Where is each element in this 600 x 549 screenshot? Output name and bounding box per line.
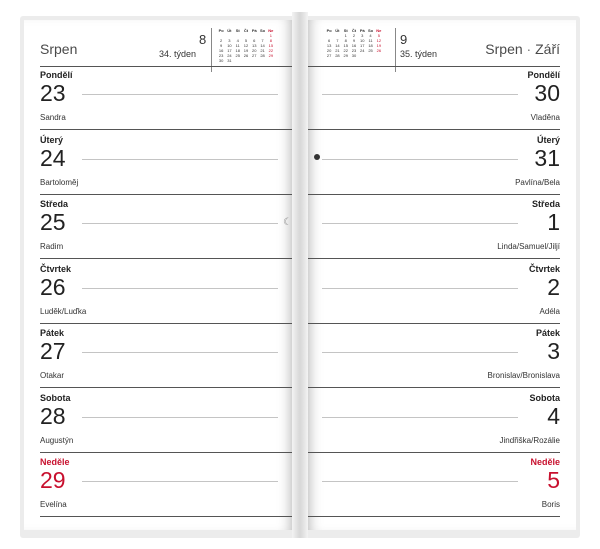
mini-calendar-date [234, 58, 242, 63]
name-day: Pavlína/Bela [515, 177, 560, 187]
mini-calendar-date: 27 [326, 53, 332, 58]
mini-calendar-date: 16 [218, 48, 224, 53]
mini-calendar-weekday: Út [227, 28, 232, 33]
weekday-label: Úterý [536, 134, 560, 145]
writing-line[interactable] [82, 352, 278, 353]
writing-line[interactable] [322, 223, 518, 224]
mini-calendar-date: 10 [227, 43, 232, 48]
mini-calendar-date [250, 58, 258, 63]
weekday-label: Sobota [40, 392, 71, 403]
mini-calendar-date: 2 [220, 38, 223, 43]
mini-calendar-date: 28 [335, 53, 340, 58]
date-number: 1 [547, 209, 560, 235]
mini-calendar-date: 17 [360, 43, 365, 48]
weekday-label: Neděle [40, 457, 70, 467]
weekday-label: Pátek [40, 328, 65, 338]
weekday-label: Čtvrtek [40, 263, 72, 274]
weekday-label: Úterý [40, 134, 64, 145]
mini-calendar-date: 14 [260, 43, 265, 48]
mini-calendar-weekday: Po [218, 28, 224, 33]
mini-calendar-date: 19 [376, 43, 382, 48]
mini-calendar-date: 16 [351, 43, 357, 48]
mini-calendar-date: 25 [235, 53, 240, 58]
weekday-label: Pondělí [40, 70, 73, 80]
name-day: Augustýn [40, 435, 74, 445]
day-separator [40, 387, 292, 388]
writing-line[interactable] [322, 94, 518, 95]
mini-calendar-date: 8 [344, 38, 347, 43]
month-title: Srpen [40, 41, 78, 57]
writing-line[interactable] [82, 417, 278, 418]
day-row[interactable] [40, 132, 292, 195]
mini-calendar-date: 5 [377, 33, 380, 38]
month-title [485, 41, 560, 57]
mini-calendar-date: 9 [352, 38, 356, 43]
mini-calendar-date: 23 [351, 48, 357, 53]
mini-calendar-date: 1 [344, 33, 347, 38]
mini-calendar-weekday: Ne [268, 28, 274, 33]
day-row[interactable] [308, 67, 560, 130]
day-row[interactable] [40, 67, 292, 130]
mini-calendar-weekday: St [343, 28, 348, 33]
mini-calendar-week [217, 58, 275, 63]
mini-calendar-date: 12 [376, 38, 382, 43]
moon-phase-icon: ☾ [283, 217, 292, 228]
writing-line[interactable] [82, 159, 278, 160]
date-number: 3 [547, 338, 560, 364]
week-number: 8 [199, 32, 207, 47]
mini-calendar [325, 28, 383, 58]
date-number: 29 [40, 467, 66, 493]
mini-calendar-weekday: Út [335, 28, 340, 33]
writing-line[interactable] [322, 417, 518, 418]
mini-calendar-date: 5 [244, 38, 248, 43]
date-number: 25 [40, 209, 66, 235]
name-day: Boris [541, 500, 560, 509]
name-day: Jindřiška/Rozálie [499, 435, 560, 445]
writing-line[interactable] [82, 481, 278, 482]
weekday-label: Středa [40, 199, 69, 209]
writing-line[interactable] [322, 352, 518, 353]
name-day: Bartoloměj [40, 177, 79, 187]
weekday-label: Pátek [535, 328, 560, 338]
day-separator [308, 323, 560, 324]
mini-calendar-date: 3 [361, 33, 364, 38]
name-day: Luděk/Luďka [40, 306, 87, 316]
mini-calendar-date: 27 [252, 53, 257, 58]
writing-line[interactable] [82, 223, 278, 224]
day-row[interactable] [308, 390, 560, 453]
mini-calendar-date: 21 [335, 48, 340, 53]
mini-calendar-date: 22 [268, 48, 274, 53]
month-title-separator: · [526, 41, 532, 57]
date-number: 31 [534, 144, 560, 171]
day-row[interactable] [308, 196, 560, 259]
day-separator [308, 258, 560, 259]
writing-line[interactable] [322, 159, 518, 160]
mini-calendar [217, 28, 275, 63]
mini-calendar-date: 20 [326, 48, 332, 53]
date-number: 28 [40, 402, 66, 429]
day-row[interactable] [40, 196, 292, 259]
mini-calendar-weekday: Čt [351, 28, 357, 33]
mini-calendar-date: 19 [243, 48, 249, 53]
mini-calendar-date: 22 [343, 48, 348, 53]
mini-calendar-date: 12 [243, 43, 249, 48]
mini-calendar-weekday: Pá [359, 28, 365, 33]
name-day: Otakar [40, 371, 65, 380]
mini-calendar-date: 30 [351, 53, 357, 58]
mini-calendar-date: 25 [368, 48, 373, 53]
day-separator [40, 194, 292, 195]
name-day: Radim [40, 242, 64, 251]
mini-calendar-date: 1 [269, 33, 272, 38]
mini-calendar-date: 17 [227, 48, 232, 53]
weekday-label: Pondělí [527, 70, 560, 80]
mini-calendar-date: 7 [336, 38, 339, 43]
mini-calendar-date: 4 [369, 33, 372, 38]
mini-calendar-date: 4 [236, 38, 239, 43]
mini-calendar-date: 15 [343, 43, 348, 48]
mini-calendar-date: 29 [268, 53, 274, 58]
name-day: Bronislav/Bronislava [487, 371, 560, 380]
day-separator [40, 258, 292, 259]
date-number: 26 [40, 273, 66, 300]
day-row[interactable] [308, 454, 560, 517]
mini-calendar-date: 3 [228, 38, 231, 43]
mini-calendar-date: 13 [252, 43, 257, 48]
mini-calendar-date: 9 [220, 43, 223, 48]
mini-calendar-date: 18 [368, 43, 373, 48]
mini-calendar-weekday: So [259, 28, 266, 33]
mini-calendar-weekday: So [367, 28, 374, 33]
mini-calendar-date: 24 [360, 48, 365, 53]
week-number: 9 [400, 32, 408, 47]
right-page [308, 20, 576, 530]
day-row[interactable] [40, 325, 292, 388]
mini-calendar-date: 18 [235, 48, 240, 53]
name-day: Adéla [539, 306, 560, 316]
mini-calendar-date: 15 [268, 43, 274, 48]
mini-calendar-date: 13 [326, 43, 332, 48]
mini-calendar-date: 14 [335, 43, 340, 48]
weekday-label: Sobota [529, 392, 560, 403]
mini-calendar-weekday: Po [326, 28, 332, 33]
month-title-a: Srpen [485, 41, 523, 57]
week-label: 35. týden [400, 49, 438, 59]
mini-calendar-date: 28 [260, 53, 265, 58]
mini-calendar-date: 29 [343, 53, 348, 58]
day-row[interactable] [308, 261, 560, 324]
day-row[interactable] [40, 454, 292, 517]
mini-calendar-date: 7 [261, 38, 264, 43]
writing-line[interactable] [82, 288, 278, 289]
mini-calendar-date [267, 58, 275, 63]
day-row[interactable] [40, 261, 292, 324]
mini-calendar-date: 11 [235, 43, 240, 48]
day-row[interactable] [308, 132, 560, 195]
mini-calendar-date [242, 58, 250, 63]
mini-calendar-date [366, 53, 374, 58]
day-separator [40, 129, 292, 130]
mini-calendar-weekday: St [235, 28, 240, 33]
mini-calendar-date [358, 53, 366, 58]
mini-calendar-date: 11 [368, 38, 373, 43]
mini-calendar-date: 26 [376, 48, 382, 53]
day-row[interactable] [308, 325, 560, 388]
mini-calendar-date: 23 [218, 53, 224, 58]
mini-calendar-weekday: Čt [243, 28, 249, 33]
date-number: 5 [547, 467, 560, 493]
name-day: Sandra [40, 113, 66, 122]
mini-calendar-date: 26 [243, 53, 249, 58]
day-separator [40, 516, 292, 517]
writing-line[interactable] [82, 94, 278, 95]
date-number: 30 [534, 80, 560, 106]
day-row[interactable] [40, 390, 292, 453]
mini-calendar-weekday: Ne [376, 28, 382, 33]
day-separator [308, 452, 560, 453]
mini-calendar-date: 2 [352, 33, 356, 38]
mini-calendar-date: 8 [269, 38, 272, 43]
day-separator [40, 323, 292, 324]
mini-calendar-date: 24 [227, 53, 232, 58]
day-separator [308, 129, 560, 130]
weekday-label: Středa [531, 199, 560, 209]
weekday-label: Neděle [530, 457, 560, 467]
name-day: Linda/Samuel/Jiljí [497, 242, 560, 251]
new-moon-icon [314, 154, 320, 160]
mini-calendar-date: 30 [218, 58, 224, 63]
writing-line[interactable] [322, 288, 518, 289]
mini-calendar-date [258, 58, 266, 63]
date-number: 2 [547, 273, 560, 300]
mini-calendar-date: 21 [260, 48, 265, 53]
day-separator [308, 194, 560, 195]
date-number: 27 [40, 338, 66, 364]
mini-calendar-date: 6 [328, 38, 331, 43]
writing-line[interactable] [322, 481, 518, 482]
name-day: Vladěna [530, 113, 560, 122]
left-page [24, 20, 292, 530]
weekday-label: Čtvrtek [528, 263, 560, 274]
week-label: 34. týden [159, 49, 197, 59]
mini-calendar-weekday: Pá [251, 28, 257, 33]
mini-calendar-date: 10 [360, 38, 365, 43]
book-spine [292, 12, 308, 538]
mini-calendar-date: 6 [253, 38, 256, 43]
date-number: 24 [40, 144, 66, 171]
mini-calendar-week [325, 53, 383, 58]
day-separator [308, 516, 560, 517]
day-separator [308, 387, 560, 388]
name-day: Evelína [40, 500, 67, 509]
mini-calendar-date: 31 [227, 58, 232, 63]
mini-calendar-date: 20 [252, 48, 257, 53]
day-separator [40, 452, 292, 453]
date-number: 4 [547, 402, 560, 429]
mini-calendar-date [375, 53, 383, 58]
month-title-b: Září [535, 41, 560, 57]
date-number: 23 [40, 80, 66, 106]
